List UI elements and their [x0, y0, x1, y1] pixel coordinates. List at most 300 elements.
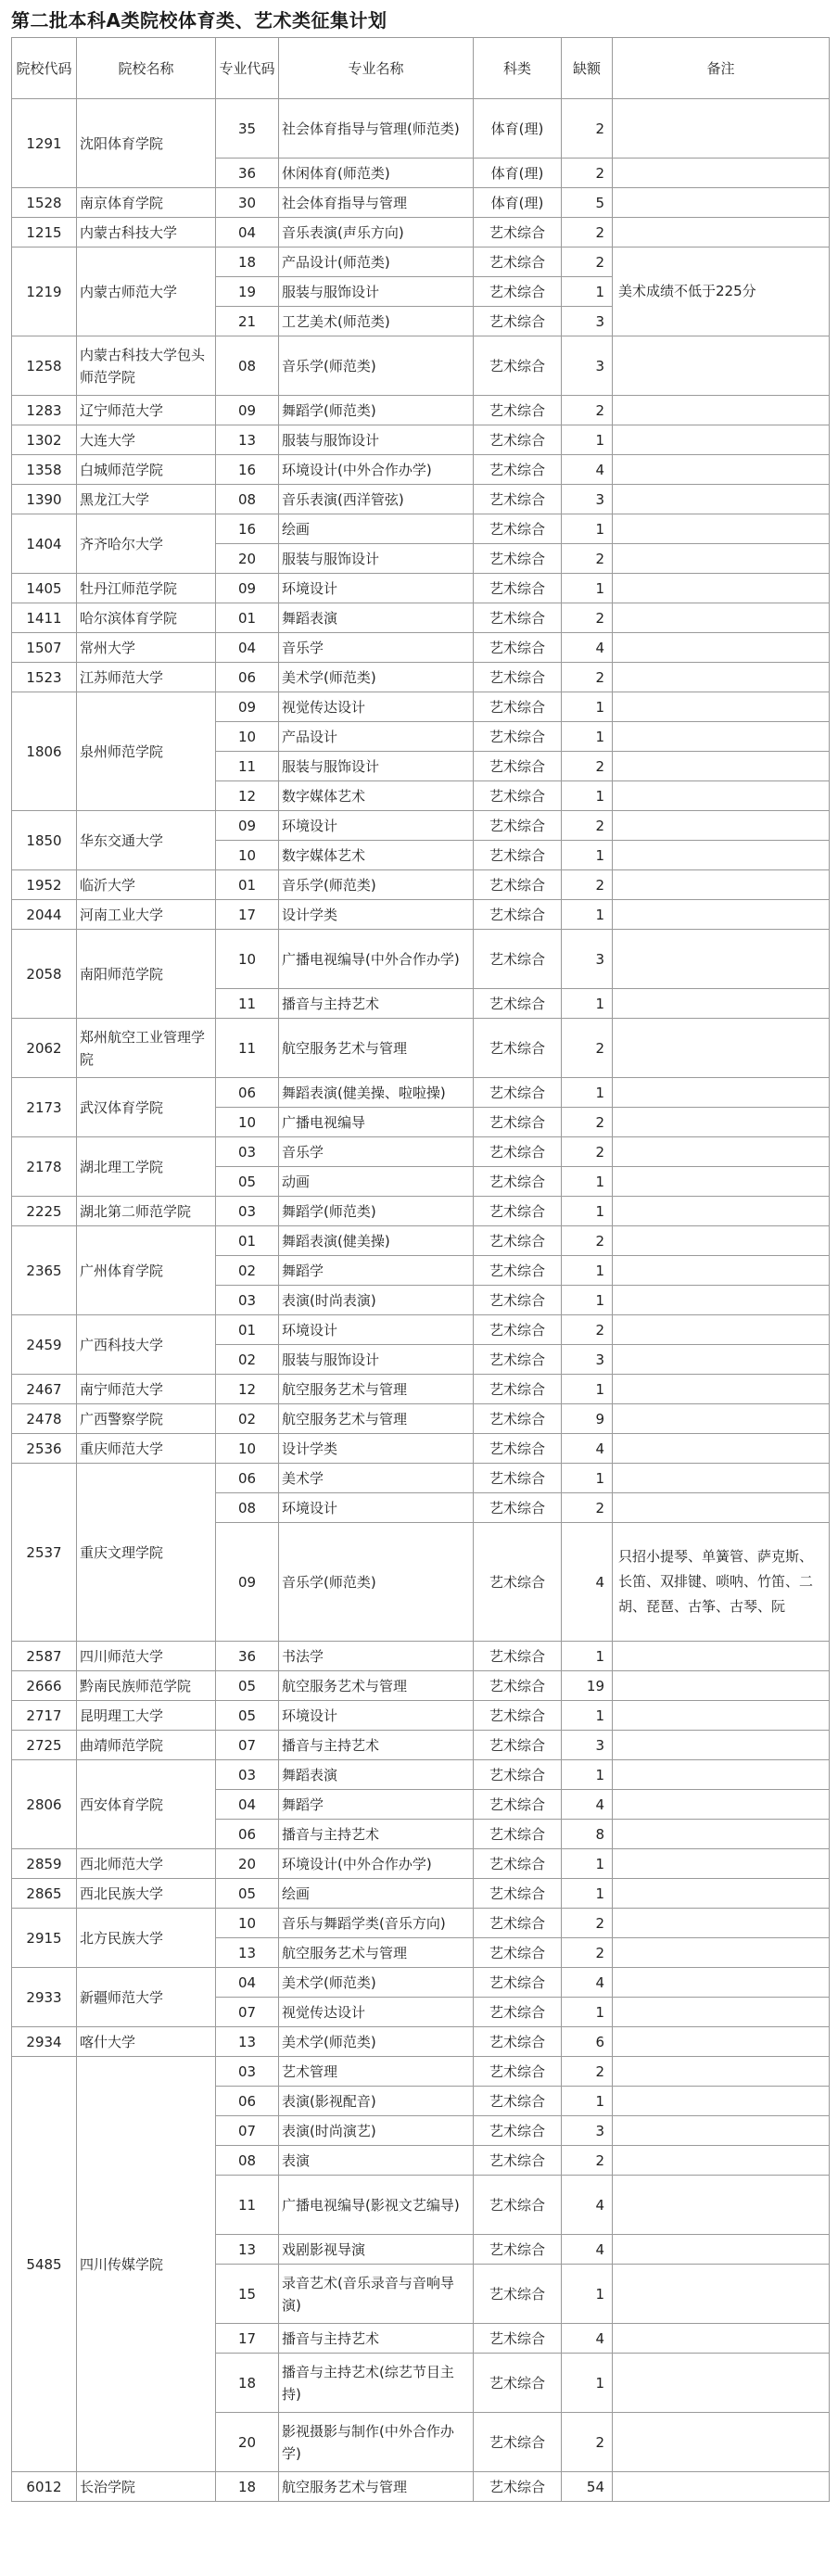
major-code: 05: [216, 1167, 279, 1197]
major-name: 环境设计: [279, 1493, 474, 1523]
school-code: 2459: [12, 1315, 77, 1375]
category: 艺术综合: [474, 336, 562, 396]
major-name: 航空服务艺术与管理: [279, 2472, 474, 2502]
school-code: 2537: [12, 1464, 77, 1642]
category: 艺术综合: [474, 1909, 562, 1938]
major-name: 美术学(师范类): [279, 1968, 474, 1998]
remarks: [613, 1909, 830, 1938]
major-code: 36: [216, 159, 279, 188]
table-row: [12, 514, 830, 544]
major-code: 04: [216, 1968, 279, 1998]
remarks: [613, 99, 830, 159]
school-code: 2865: [12, 1879, 77, 1909]
major-name: 服装与服饰设计: [279, 277, 474, 307]
category: 艺术综合: [474, 544, 562, 574]
school-code: 2173: [12, 1078, 77, 1137]
category: 体育(理): [474, 159, 562, 188]
school-name: 华东交通大学: [77, 811, 216, 870]
vacancy: 3: [562, 1731, 613, 1760]
major-code: 05: [216, 1671, 279, 1701]
vacancy: 3: [562, 307, 613, 336]
remarks: [613, 1137, 830, 1167]
school-name: 北方民族大学: [77, 1909, 216, 1968]
header-school-code: 院校代码: [12, 38, 77, 99]
remarks: [613, 1375, 830, 1404]
major-code: 15: [216, 2265, 279, 2324]
major-code: 18: [216, 247, 279, 277]
school-name: 武汉体育学院: [77, 1078, 216, 1137]
category: 艺术综合: [474, 1286, 562, 1315]
major-code: 13: [216, 425, 279, 455]
category: 艺术综合: [474, 781, 562, 811]
school-code: 1358: [12, 455, 77, 485]
major-code: 04: [216, 1790, 279, 1820]
major-name: 环境设计: [279, 811, 474, 841]
school-name: 曲靖师范学院: [77, 1731, 216, 1760]
school-code: 2478: [12, 1404, 77, 1434]
major-name: 设计学类: [279, 1434, 474, 1464]
category: 艺术综合: [474, 2235, 562, 2265]
remarks: [613, 1345, 830, 1375]
major-name: 音乐学(师范类): [279, 336, 474, 396]
major-name: 舞蹈表演: [279, 603, 474, 633]
remarks: [613, 2146, 830, 2176]
major-name: 设计学类: [279, 900, 474, 930]
school-code: 2062: [12, 1019, 77, 1078]
major-name: 录音艺术(音乐录音与音响导演): [279, 2265, 474, 2324]
header-vacancy: 缺额: [562, 38, 613, 99]
category: 艺术综合: [474, 2472, 562, 2502]
header-major-name: 专业名称: [279, 38, 474, 99]
school-code: 1215: [12, 218, 77, 247]
category: 艺术综合: [474, 722, 562, 752]
major-code: 18: [216, 2472, 279, 2502]
category: 艺术综合: [474, 514, 562, 544]
school-name: 内蒙古师范大学: [77, 247, 216, 336]
major-name: 舞蹈表演(健美操、啦啦操): [279, 1078, 474, 1108]
vacancy: 2: [562, 2146, 613, 2176]
remarks: [613, 1286, 830, 1315]
major-code: 05: [216, 1879, 279, 1909]
remarks: [613, 455, 830, 485]
category: 艺术综合: [474, 1820, 562, 1849]
category: 艺术综合: [474, 603, 562, 633]
vacancy: 2: [562, 99, 613, 159]
vacancy: 1: [562, 1286, 613, 1315]
table-row: [12, 603, 830, 633]
category: 艺术综合: [474, 2027, 562, 2057]
remarks: [613, 1315, 830, 1345]
table-row: [12, 1701, 830, 1731]
remarks: [613, 1464, 830, 1493]
remarks: [613, 1256, 830, 1286]
table-row: [12, 2472, 830, 2502]
category: 艺术综合: [474, 752, 562, 781]
category: 艺术综合: [474, 485, 562, 514]
table-row: [12, 1404, 830, 1434]
category: 艺术综合: [474, 1671, 562, 1701]
school-code: 2587: [12, 1642, 77, 1671]
vacancy: 2: [562, 1938, 613, 1968]
category: 艺术综合: [474, 1998, 562, 2027]
major-code: 09: [216, 1523, 279, 1642]
category: 艺术综合: [474, 1760, 562, 1790]
major-name: 舞蹈学(师范类): [279, 396, 474, 425]
category: 艺术综合: [474, 989, 562, 1019]
vacancy: 2: [562, 752, 613, 781]
remarks: [613, 2265, 830, 2324]
major-name: 休闲体育(师范类): [279, 159, 474, 188]
remarks: [613, 1820, 830, 1849]
vacancy: 2: [562, 2057, 613, 2087]
category: 艺术综合: [474, 1256, 562, 1286]
major-code: 30: [216, 188, 279, 218]
major-name: 表演(影视配音): [279, 2087, 474, 2116]
category: 体育(理): [474, 99, 562, 159]
table-header-row: [12, 38, 830, 99]
major-code: 08: [216, 485, 279, 514]
table-row: [12, 1879, 830, 1909]
category: 艺术综合: [474, 1849, 562, 1879]
remarks: [613, 2354, 830, 2413]
category: 艺术综合: [474, 870, 562, 900]
school-code: 1219: [12, 247, 77, 336]
table-row: [12, 396, 830, 425]
table-row: [12, 811, 830, 841]
remarks: [613, 2027, 830, 2057]
major-code: 02: [216, 1404, 279, 1434]
remarks: [613, 514, 830, 544]
vacancy: 1: [562, 2087, 613, 2116]
vacancy: 1: [562, 2265, 613, 2324]
school-name: 四川传媒学院: [77, 2057, 216, 2472]
school-name: 新疆师范大学: [77, 1968, 216, 2027]
vacancy: 2: [562, 2413, 613, 2472]
table-row: [12, 692, 830, 722]
school-code: 1390: [12, 485, 77, 514]
school-name: 黔南民族师范学院: [77, 1671, 216, 1701]
vacancy: 2: [562, 663, 613, 692]
category: 艺术综合: [474, 811, 562, 841]
page-title: 第二批本科A类院校体育类、艺术类征集计划: [11, 9, 387, 32]
vacancy: 1: [562, 1642, 613, 1671]
major-name: 美术学: [279, 1464, 474, 1493]
major-name: 音乐学(师范类): [279, 870, 474, 900]
category: 艺术综合: [474, 425, 562, 455]
school-name: 内蒙古科技大学包头师范学院: [77, 336, 216, 396]
school-code: 1806: [12, 692, 77, 811]
remarks: 美术成绩不低于225分: [613, 247, 830, 336]
remarks: [613, 425, 830, 455]
category: 艺术综合: [474, 930, 562, 989]
category: 艺术综合: [474, 1701, 562, 1731]
school-code: 1528: [12, 188, 77, 218]
major-code: 04: [216, 218, 279, 247]
school-code: 1302: [12, 425, 77, 455]
school-code: 1411: [12, 603, 77, 633]
remarks: [613, 1998, 830, 2027]
school-code: 2467: [12, 1375, 77, 1404]
major-code: 06: [216, 1078, 279, 1108]
major-code: 03: [216, 1286, 279, 1315]
school-name: 西安体育学院: [77, 1760, 216, 1849]
category: 艺术综合: [474, 900, 562, 930]
school-name: 广西科技大学: [77, 1315, 216, 1375]
school-name: 沈阳体育学院: [77, 99, 216, 188]
table-row: [12, 1464, 830, 1493]
table-row: [12, 425, 830, 455]
school-name: 喀什大学: [77, 2027, 216, 2057]
table-row: [12, 1315, 830, 1345]
school-code: 5485: [12, 2057, 77, 2472]
major-name: 音乐与舞蹈学类(音乐方向): [279, 1909, 474, 1938]
table-row: [12, 1642, 830, 1671]
remarks: [613, 663, 830, 692]
school-name: 河南工业大学: [77, 900, 216, 930]
remarks: [613, 752, 830, 781]
major-code: 10: [216, 1108, 279, 1137]
major-code: 11: [216, 989, 279, 1019]
school-code: 2058: [12, 930, 77, 1019]
vacancy: 1: [562, 574, 613, 603]
category: 艺术综合: [474, 1345, 562, 1375]
major-name: 航空服务艺术与管理: [279, 1019, 474, 1078]
major-name: 数字媒体艺术: [279, 841, 474, 870]
school-name: 黑龙江大学: [77, 485, 216, 514]
remarks: [613, 544, 830, 574]
vacancy: 3: [562, 485, 613, 514]
school-code: 2178: [12, 1137, 77, 1197]
remarks: [613, 633, 830, 663]
remarks: 只招小提琴、单簧管、萨克斯、长笛、双排键、唢呐、竹笛、二胡、琵琶、古筝、古琴、阮: [613, 1523, 830, 1642]
remarks: [613, 930, 830, 989]
major-code: 01: [216, 603, 279, 633]
remarks: [613, 1434, 830, 1464]
school-code: 6012: [12, 2472, 77, 2502]
table-row: [12, 1731, 830, 1760]
school-name: 湖北理工学院: [77, 1137, 216, 1197]
major-code: 09: [216, 692, 279, 722]
header-school-name: 院校名称: [77, 38, 216, 99]
table-row: [12, 1197, 830, 1226]
major-name: 环境设计(中外合作办学): [279, 455, 474, 485]
remarks: [613, 2087, 830, 2116]
school-name: 重庆文理学院: [77, 1464, 216, 1642]
major-code: 12: [216, 1375, 279, 1404]
category: 艺术综合: [474, 1493, 562, 1523]
major-name: 服装与服饰设计: [279, 544, 474, 574]
major-code: 01: [216, 870, 279, 900]
remarks: [613, 2176, 830, 2235]
vacancy: 2: [562, 603, 613, 633]
category: 艺术综合: [474, 2176, 562, 2235]
major-code: 06: [216, 1820, 279, 1849]
remarks: [613, 692, 830, 722]
category: 艺术综合: [474, 1938, 562, 1968]
major-code: 16: [216, 455, 279, 485]
vacancy: 3: [562, 930, 613, 989]
major-code: 08: [216, 1493, 279, 1523]
remarks: [613, 218, 830, 247]
table-row: [12, 870, 830, 900]
category: 艺术综合: [474, 2265, 562, 2324]
category: 艺术综合: [474, 841, 562, 870]
major-code: 03: [216, 2057, 279, 2087]
major-code: 13: [216, 2235, 279, 2265]
major-code: 02: [216, 1345, 279, 1375]
category: 艺术综合: [474, 1731, 562, 1760]
major-code: 17: [216, 900, 279, 930]
category: 艺术综合: [474, 1464, 562, 1493]
major-code: 11: [216, 752, 279, 781]
school-name: 牡丹江师范学院: [77, 574, 216, 603]
school-code: 2725: [12, 1731, 77, 1760]
major-code: 20: [216, 2413, 279, 2472]
remarks: [613, 900, 830, 930]
category: 艺术综合: [474, 2354, 562, 2413]
major-code: 36: [216, 1642, 279, 1671]
vacancy: 1: [562, 425, 613, 455]
school-name: 西北师范大学: [77, 1849, 216, 1879]
major-name: 播音与主持艺术: [279, 1731, 474, 1760]
vacancy: 6: [562, 2027, 613, 2057]
vacancy: 1: [562, 1701, 613, 1731]
category: 艺术综合: [474, 1790, 562, 1820]
major-code: 19: [216, 277, 279, 307]
table-row: [12, 1909, 830, 1938]
major-code: 03: [216, 1137, 279, 1167]
school-name: 南京体育学院: [77, 188, 216, 218]
category: 艺术综合: [474, 1523, 562, 1642]
school-code: 1404: [12, 514, 77, 574]
vacancy: 54: [562, 2472, 613, 2502]
header-major-code: 专业代码: [216, 38, 279, 99]
remarks: [613, 159, 830, 188]
major-name: 表演(时尚表演): [279, 1286, 474, 1315]
major-code: 17: [216, 2324, 279, 2354]
major-name: 舞蹈学(师范类): [279, 1197, 474, 1226]
remarks: [613, 485, 830, 514]
major-name: 舞蹈学: [279, 1790, 474, 1820]
school-name: 辽宁师范大学: [77, 396, 216, 425]
remarks: [613, 2235, 830, 2265]
vacancy: 1: [562, 514, 613, 544]
school-code: 2225: [12, 1197, 77, 1226]
table-row: [12, 1968, 830, 1998]
major-name: 视觉传达设计: [279, 692, 474, 722]
major-name: 戏剧影视导演: [279, 2235, 474, 2265]
remarks: [613, 1197, 830, 1226]
major-code: 35: [216, 99, 279, 159]
vacancy: 1: [562, 1167, 613, 1197]
major-name: 社会体育指导与管理: [279, 188, 474, 218]
major-code: 10: [216, 841, 279, 870]
major-name: 舞蹈表演: [279, 1760, 474, 1790]
school-code: 2934: [12, 2027, 77, 2057]
vacancy: 2: [562, 870, 613, 900]
remarks: [613, 1493, 830, 1523]
school-code: 1283: [12, 396, 77, 425]
major-code: 06: [216, 663, 279, 692]
school-code: 1405: [12, 574, 77, 603]
major-name: 环境设计: [279, 574, 474, 603]
school-name: 南阳师范学院: [77, 930, 216, 1019]
school-name: 内蒙古科技大学: [77, 218, 216, 247]
vacancy: 2: [562, 811, 613, 841]
vacancy: 2: [562, 1108, 613, 1137]
major-code: 03: [216, 1197, 279, 1226]
school-code: 1507: [12, 633, 77, 663]
table-row: [12, 99, 830, 159]
school-name: 郑州航空工业管理学院: [77, 1019, 216, 1078]
remarks: [613, 1849, 830, 1879]
table-row: [12, 1137, 830, 1167]
school-name: 重庆师范大学: [77, 1434, 216, 1464]
vacancy: 1: [562, 1849, 613, 1879]
school-code: 2666: [12, 1671, 77, 1701]
vacancy: 1: [562, 1078, 613, 1108]
school-code: 1258: [12, 336, 77, 396]
category: 艺术综合: [474, 2116, 562, 2146]
remarks: [613, 1790, 830, 1820]
vacancy: 4: [562, 2176, 613, 2235]
school-code: 2915: [12, 1909, 77, 1968]
table-row: [12, 1019, 830, 1078]
category: 艺术综合: [474, 663, 562, 692]
category: 艺术综合: [474, 2146, 562, 2176]
category: 艺术综合: [474, 1642, 562, 1671]
major-name: 环境设计: [279, 1701, 474, 1731]
major-name: 广播电视编导(中外合作办学): [279, 930, 474, 989]
school-name: 大连大学: [77, 425, 216, 455]
remarks: [613, 1938, 830, 1968]
school-name: 南宁师范大学: [77, 1375, 216, 1404]
remarks: [613, 722, 830, 752]
vacancy: 9: [562, 1404, 613, 1434]
category: 艺术综合: [474, 1197, 562, 1226]
major-code: 10: [216, 1434, 279, 1464]
vacancy: 1: [562, 781, 613, 811]
vacancy: 2: [562, 159, 613, 188]
major-code: 05: [216, 1701, 279, 1731]
vacancy: 8: [562, 1820, 613, 1849]
school-name: 广西警察学院: [77, 1404, 216, 1434]
table-row: [12, 1375, 830, 1404]
school-code: 2536: [12, 1434, 77, 1464]
vacancy: 1: [562, 1879, 613, 1909]
school-name: 四川师范大学: [77, 1642, 216, 1671]
school-code: 2717: [12, 1701, 77, 1731]
vacancy: 4: [562, 1968, 613, 1998]
category: 艺术综合: [474, 277, 562, 307]
table-row: [12, 1760, 830, 1790]
school-name: 哈尔滨体育学院: [77, 603, 216, 633]
major-name: 服装与服饰设计: [279, 752, 474, 781]
vacancy: 1: [562, 989, 613, 1019]
remarks: [613, 1879, 830, 1909]
major-name: 工艺美术(师范类): [279, 307, 474, 336]
table-row: [12, 930, 830, 989]
table-row: [12, 455, 830, 485]
major-name: 音乐学: [279, 633, 474, 663]
table-row: [12, 900, 830, 930]
category: 艺术综合: [474, 633, 562, 663]
remarks: [613, 1968, 830, 1998]
school-name: 西北民族大学: [77, 1879, 216, 1909]
major-code: 11: [216, 2176, 279, 2235]
table-row: [12, 1226, 830, 1256]
table-row: [12, 485, 830, 514]
